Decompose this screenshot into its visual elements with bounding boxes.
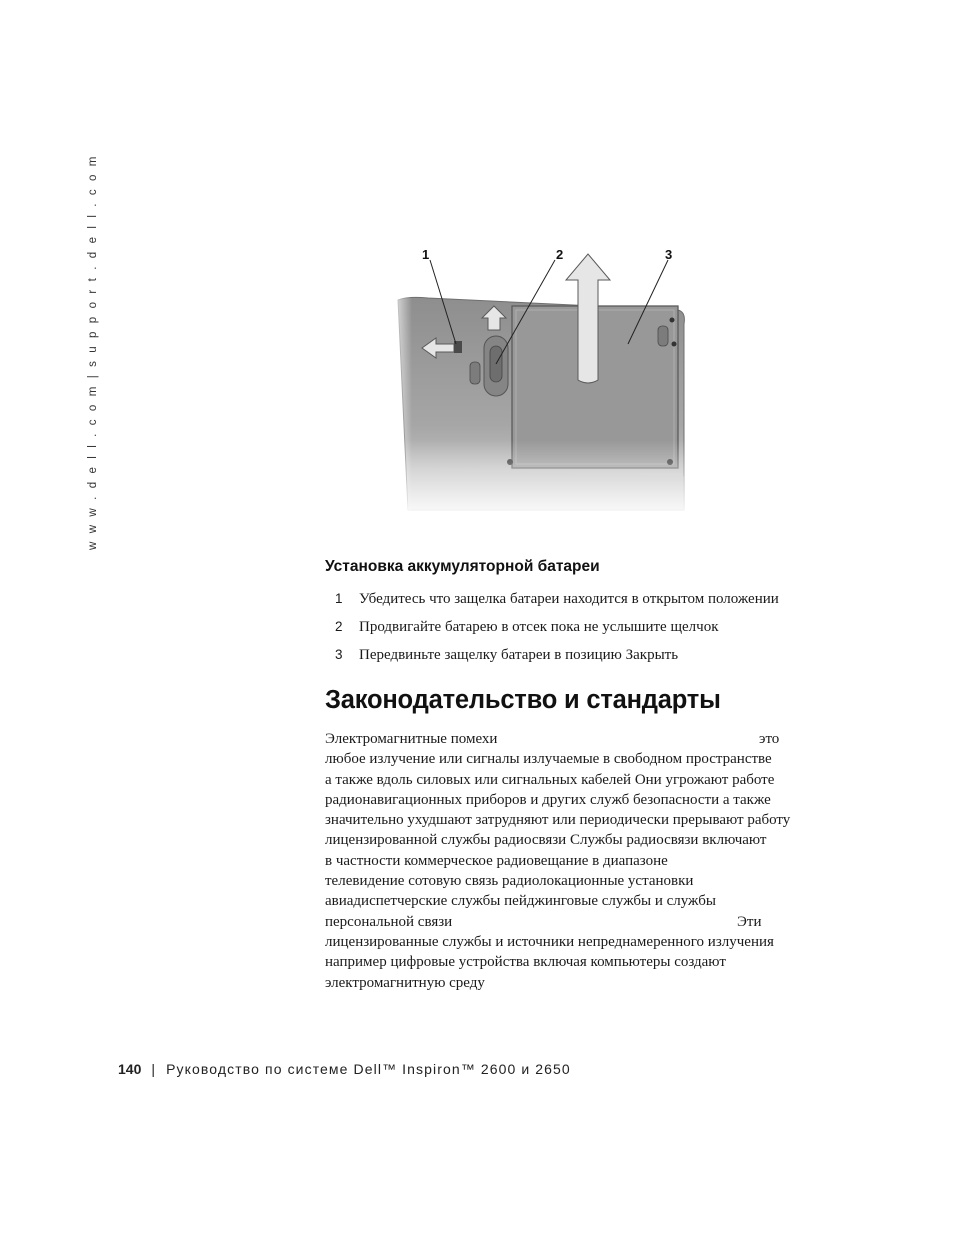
- paragraph-line: а также вдоль силовых или сигнальных кабелей Они угрожают работе: [325, 771, 775, 788]
- installation-steps: [325, 589, 845, 673]
- paragraph-line: любое излучение или сигналы излучаемые в свободном пространстве: [325, 751, 772, 768]
- step-text: Передвиньте защелку батареи в позицию Закрыть: [359, 647, 679, 663]
- callout-2: 2: [556, 247, 564, 262]
- step-number: 2: [335, 619, 343, 634]
- step-item: [325, 645, 845, 673]
- regulatory-paragraph: [325, 729, 825, 993]
- paragraph-line: радионавигационных приборов и других служб безопасности а также: [325, 791, 771, 808]
- battery-installation-illustration: [388, 240, 698, 520]
- paragraph-line: лицензированной службы радиосвязи Службы радиосвязи включают: [325, 832, 767, 849]
- laptop-bottom-illustration: [388, 240, 698, 520]
- paragraph-line: телевидение сотовую связь радиолокационные установки: [325, 873, 694, 890]
- page-title: Законодательство и стандарты: [325, 686, 721, 714]
- step-text: Убедитесь что защелка батареи находится в открытом положении: [359, 591, 779, 607]
- sidebar-url: [82, 154, 104, 550]
- sidebar-url-text: w w w . d e l l . c o m | s u p p o r t . d e l l . c o m: [87, 154, 99, 550]
- callout-3: 3: [665, 247, 673, 262]
- footer-separator: |: [151, 1061, 157, 1077]
- callout-1: 1: [422, 247, 430, 262]
- paragraph-text: Электромагнитные помехи: [325, 731, 498, 747]
- section-title: Установка аккумуляторной батареи: [325, 558, 600, 575]
- paragraph-line: например цифровые устройства включая компьютеры создают: [325, 954, 726, 971]
- page-number: 140: [118, 1061, 142, 1077]
- step-number: 3: [335, 647, 343, 662]
- paragraph-line: [325, 729, 825, 749]
- paragraph-text: это: [759, 731, 780, 747]
- paragraph-text: Эти: [737, 913, 762, 930]
- step-item: [325, 589, 845, 617]
- paragraph-line: [325, 912, 825, 932]
- step-number: 1: [335, 591, 343, 606]
- paragraph-line: значительно ухудшают затрудняют или периодически прерывают работу: [325, 812, 791, 829]
- paragraph-line: в частности коммерческое радиовещание в диапазоне: [325, 852, 668, 869]
- paragraph-line: авиадиспетчерские службы пейджинговые службы и службы: [325, 893, 716, 910]
- step-text: Продвигайте батарею в отсек пока не услышите щелчок: [359, 619, 719, 635]
- footer-text: Руководство по системе Dell™ Inspiron™ 2600 и 2650: [166, 1061, 571, 1077]
- paragraph-line: лицензированные службы и источники непреднамеренного излучения: [325, 933, 774, 950]
- paragraph-text: персональной связи: [325, 913, 453, 930]
- step-item: [325, 617, 845, 645]
- paragraph-line: электромагнитную среду: [325, 974, 485, 991]
- page-footer: [118, 1061, 571, 1077]
